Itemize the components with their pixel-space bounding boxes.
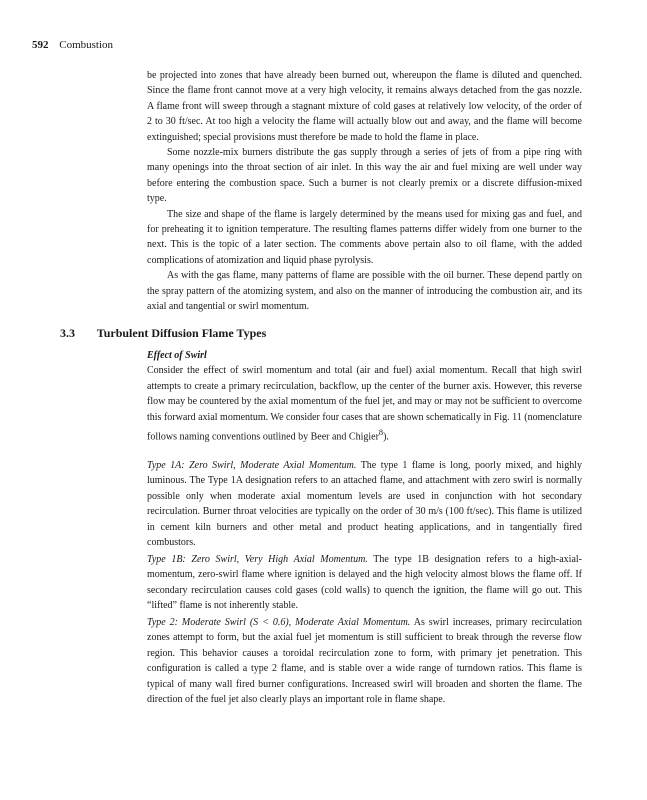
type-1a-title: Type 1A: Zero Swirl, Moderate Axial Momentum. xyxy=(147,460,357,471)
type-1b-paragraph xyxy=(147,552,582,614)
section-number: 3.3 xyxy=(60,326,75,340)
section-heading xyxy=(60,326,266,341)
type-1a-text: The type 1 flame is long, poorly mixed, and highly luminous. The Type 1A designation refers to an attached flame, and attachment with zero swirl is normally possible only when moderate axial momentum levels are used in conjunction with hot secondary recirculation. Burner throat velocities are typically on the order of 30 m/s (100 ft/sec). This flame is utilized in cement kiln burners and other metal and product heating applications, and in tangentially fired combustors. xyxy=(147,460,582,549)
type-1b-block xyxy=(147,552,582,614)
page-number: 592 xyxy=(32,39,49,51)
effect-of-swirl-heading: Effect of Swirl xyxy=(147,350,207,361)
type-2-text: As swirl increases, primary recirculation zones attempt to form, but the axial fuel jet momentum is still sufficient to break through the reverse flow region. This behavior causes a toroidal recirculation zone to form, with primary jet penetration. This configuration is called a type 2 flame, and is stable over a wide range of turndown ratios. This flame is typical of many wall fired burner configurations. Increased swirl will broaden and shorten the flame. The direction of the fuel jet also clearly plays an important role in flame shape. xyxy=(147,617,582,706)
effect-of-swirl-block xyxy=(147,348,582,445)
paragraph-4: As with the gas flame, many patterns of flame are possible with the oil burner. These depend partly on the spray pattern of the atomizing system, and also on the manner of introducing the combustion air, and its axial and tangential or swirl momentum. xyxy=(147,270,582,313)
type-1a-block xyxy=(147,458,582,550)
paragraph-2: Some nozzle-mix burners distribute the gas supply through a series of jets of from a pipe ring with many openings into the throat section of air inlet. In this way the air and fuel mixing are well under way before entering the combustion space. Such a burner is not clearly premix or a discrete diffusion-mixed type. xyxy=(147,147,582,205)
type-2-paragraph xyxy=(147,615,582,707)
type-1a-paragraph xyxy=(147,458,582,550)
type-2-title: Type 2: Moderate Swirl (S < 0.6), Moderate Axial Momentum. xyxy=(147,617,411,628)
type-2-block xyxy=(147,615,582,707)
type-1b-title: Type 1B: Zero Swirl, Very High Axial Momentum. xyxy=(147,554,368,565)
effect-of-swirl-paragraph xyxy=(147,363,582,444)
intro-text xyxy=(147,68,582,315)
section-title: Turbulent Diffusion Flame Types xyxy=(96,326,267,340)
swirl-text: Consider the effect of swirl momentum and total (air and fuel) axial momentum. Recall that high swirl attempts to create a primary recirculation, backflow, up the center of the burner axis. However, this reverse flow may be countered by the axial momentum of the fuel jet, and may or may not be sufficient to overcome this forward axial momentum. We consider four cases that are shown schematically in Fig. 11 (nomenclature follows naming conventions outlined by Beer and Chigier xyxy=(147,365,582,443)
reference-superscript: 8 xyxy=(378,428,384,438)
type-1b-text: The type 1B designation refers to a high-axial-momentum, zero-swirl flame where ignition is delayed and the high velocity almost blows the flame off. If secondary recirculation causes cold gases (cold walls) to quench the ignition, the flame will go out. This “lifted” flame is not inherently stable. xyxy=(147,554,582,612)
running-title: Combustion xyxy=(59,39,114,51)
running-head xyxy=(32,38,113,52)
paragraph-1: be projected into zones that have already been burned out, whereupon the flame is diluted and quenched. Since the flame front cannot move at a very high velocity, it remains always detached from the gas nozzle. A flame front will sweep through a stagnant mixture of cold gases at relatively low velocity, of the order of 2 to 30 ft/sec. At too high a velocity the flame will actually blow out and away, and the flame will become extinguished; special provisions must therefore be made to hold the flame in place. xyxy=(147,70,582,143)
swirl-text-end: ). xyxy=(383,431,389,443)
paragraph-3: The size and shape of the flame is largely determined by the means used for mixing gas and fuel, and for preheating it to ignition temperature. The resulting flames patterns differ widely from one burner to the next. This is the topic of a later section. The comments above pertain also to oil flame, with the added complications of atomization and liquid phase pyrolysis. xyxy=(147,208,582,266)
